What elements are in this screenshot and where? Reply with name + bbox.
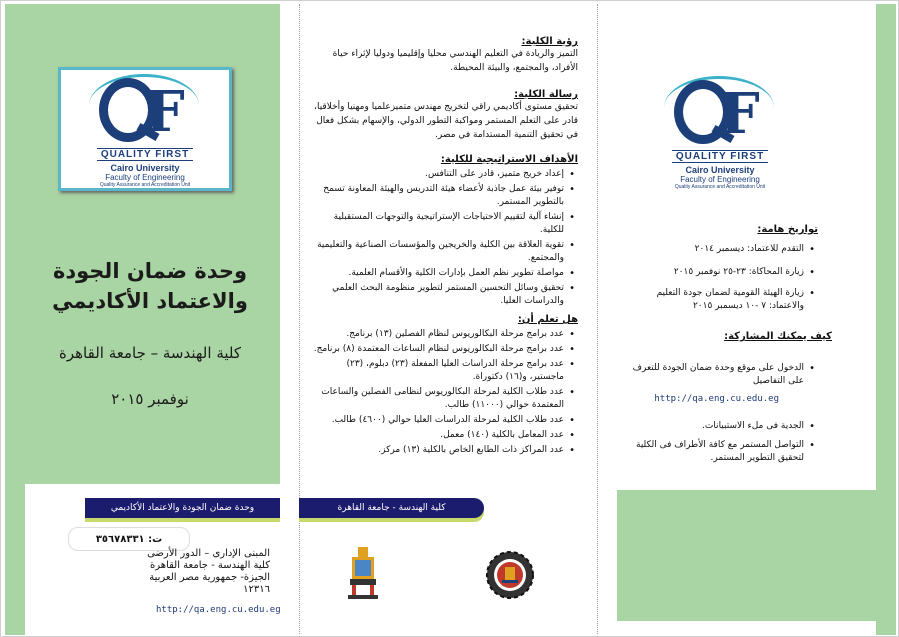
right-logo (660, 80, 780, 190)
facts-heading: هل تعلم أن: (517, 314, 578, 325)
fact-item: • عدد المعامل بالكلية (١٤٠) معمل. (310, 429, 564, 442)
date-item: • زيارة المحاكاة: ٢٣-٢٥ نوفمبر ٢٠١٥ (622, 266, 804, 279)
middle-content (310, 36, 578, 459)
address-line: المبنى الإدارى – الدور الأرضى (147, 548, 270, 559)
logo-unit: Quality Assurance and Accreditation Unit (99, 182, 191, 188)
vision-heading: رؤية الكلية: (521, 36, 578, 47)
goals-heading: الأهداف الاستراتيجية للكلية: (440, 154, 578, 165)
address-line: الجيزة- جمهورية مصر العربية (149, 572, 270, 583)
participate-list (622, 362, 818, 465)
fold-line-1 (299, 4, 300, 634)
left-website-link[interactable]: http://qa.eng.cu.edu.eg (156, 605, 281, 615)
university-gear-emblem-icon (485, 550, 535, 600)
facts-list (310, 328, 578, 457)
goal-item: • تقوية العلاقة بين الكلية والخريجين والمؤسسات الصناعية والتعليمية والمجتمع. (310, 239, 564, 265)
vision-text: التميز والريادة في التعليم الهندسي محليا وإقليميا ودوليا لإثراء حياة الأفراد، والمجتمع، والبيئة المحيطة. (332, 49, 578, 73)
logo-university: Cairo University (685, 165, 755, 175)
left-title-bar (85, 498, 280, 518)
participate-item (622, 362, 804, 406)
logo-faculty: Faculty of Engineering (105, 173, 185, 182)
fact-item: • عدد برامج مرحلة البكالوريوس لنظام الفصلين (١٣) برنامج. (310, 328, 564, 341)
left-bar-text: وحدة ضمان الجودة والاعتماد الأكاديمي (110, 503, 255, 513)
logo-brand: QUALITY FIRST (97, 148, 193, 161)
fact-item: • عدد برامج مرحلة البكالوريوس لنظام الساعات المعتمدة (٨) برنامج. (310, 343, 564, 356)
goal-item: • مواصلة تطوير نظم العمل بإدارات الكلية والأقسام العلمية. (310, 267, 564, 280)
logo-brand: QUALITY FIRST (672, 150, 768, 163)
qf-logo-icon: F (672, 80, 768, 148)
faculty-emblem-icon (346, 545, 380, 600)
right-content (622, 224, 832, 467)
fact-item: • عدد طلاب الكلية لمرحلة البكالوريوس لنظامى الفصلين والساعات المعتمدة حوالي (١١٠٠٠) طالب. (310, 386, 564, 412)
goals-list (310, 168, 578, 308)
participate-heading: كيف يمكنك المشاركة: (724, 331, 832, 342)
fold-line-2 (597, 4, 598, 634)
title-line-1: وحدة ضمان الجودة (52, 259, 248, 283)
mission-text: تحقيق مستوى أكاديمي راقي لتخريج مهندس متميزعلميا ومهنيا وأخلاقيا، قادر على التعلم المستمر ومواكبة التطور الدولي، والإسهام بشكل فعال في تحقيق التنمية المستدامة في مصر. (314, 102, 578, 140)
title-line-2: والاعتماد الأكاديمي (52, 289, 248, 313)
middle-bar-text: كلية الهندسة - جامعة القاهرة (337, 503, 446, 513)
date-item: • زيارة الهيئة القومية لضمان جودة التعليم والاعتماد: ٧ -١٠ ديسمبر ٢٠١٥ (622, 287, 804, 313)
logo-unit: Quality Assurance and Accreditation Unit (674, 184, 766, 190)
logo-faculty: Faculty of Engineering (680, 175, 760, 184)
address-line: ١٢٣١٦ (243, 584, 270, 595)
main-title (40, 256, 260, 316)
participate-item-text: الدخول على موقع وحدة ضمان الجودة للتعرف على التفاصيل (632, 363, 804, 386)
participate-item: • الجدية فى ملء الاستبيانات. (622, 420, 804, 433)
dates-heading: تواريخ هامة: (757, 224, 818, 235)
date-item: • التقدم للاعتماد: ديسمبر ٢٠١٤ (622, 243, 804, 256)
phone-number: ت: ٣٥٦٧٨٣٣١ (95, 533, 163, 545)
right-website-link[interactable]: http://qa.eng.cu.edu.eg (654, 394, 779, 404)
goal-item: • إنشاء آلية لتقييم الاحتياجات الإستراتيجية والتوجهات المستقبلية للكلية. (310, 211, 564, 237)
middle-title-bar (299, 498, 484, 518)
goal-item: • تحقيق وسائل التحسين المستمر لتطوير منظومة البحث العلمي والدراسات العليا. (310, 282, 564, 308)
fact-item: • عدد برامج مرحلة الدراسات العليا المفعلة (٢٣) دبلوم، (٢٣) ماجستير، و(١٦) دكتوراة. (310, 358, 564, 384)
logo-university: Cairo University (110, 163, 180, 173)
issue-date: نوفمبر ٢٠١٥ (111, 390, 189, 408)
left-green-band (5, 4, 25, 635)
address-line: كلية الهندسة - جامعة القاهرة (150, 560, 270, 571)
right-green-band (876, 4, 896, 635)
fact-item: • عدد المراكز ذات الطابع الخاص بالكلية (١٣) مركز. (310, 444, 564, 457)
dates-list (622, 243, 818, 313)
qf-logo-icon: F (97, 78, 193, 146)
right-green-bottom (617, 490, 876, 621)
subtitle: كلية الهندسة – جامعة القاهرة (58, 344, 241, 362)
goal-item: • إعداد خريج متميز، قادر على التنافس. (310, 168, 564, 181)
address-block (95, 548, 270, 596)
fact-item: • عدد طلاب الكلية لمرحلة الدراسات العليا حوالي (٤٦٠٠) طالب. (310, 414, 564, 427)
participate-item: • التواصل المستمر مع كافة الأطراف فى الكلية لتحقيق التطوير المستمر. (622, 439, 804, 465)
goal-item: • توفير بيئة عمل جاذبة لأعضاء هيئة التدريس والهيئة المعاونة تسمح بالتطوير المستمر. (310, 183, 564, 209)
mission-heading: رسالة الكلية: (514, 89, 578, 100)
left-logo (58, 67, 232, 191)
